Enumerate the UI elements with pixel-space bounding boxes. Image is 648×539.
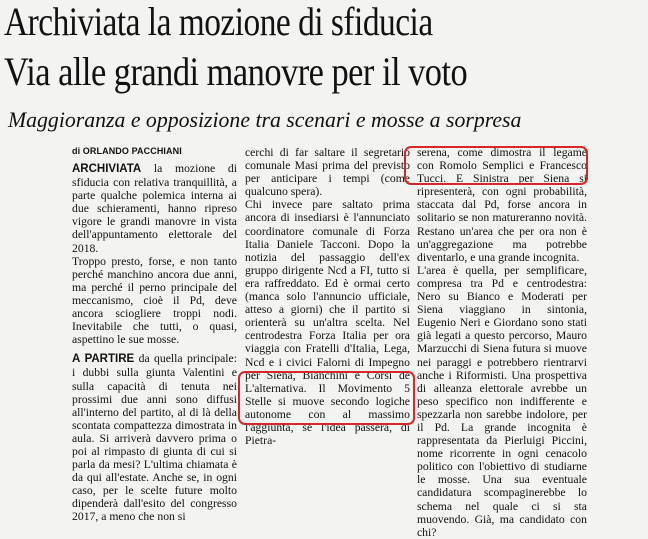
paragraph: cerchi di far saltare il segretario comunale Masi prima del previsto per anticipare i tempi (come qualcuno spera). [245, 146, 410, 199]
paragraph: L'area è quella, per semplificare, compresa tra Pd e centrodestra: Nero su Bianco e Moderati per Siena viaggiano in sintonia, Eugenio Neri e Giordano sono stati già legati a questo percorso, Mauro Marzucchi di Siena futura si muove nei paraggi e potrebbero rientrarvi anche i Riformisti. Una prospettiva di alleanza elettorale avrebbe un peso specifico non indifferente e spezzarla non sarebbe indolore, per il Pd. La grande incognita è rappresentata da Pierluigi Piccini, nome ricorrente in ogni cenacolo politico con l'obiettivo di studiarne le mosse. Una sua eventuale candidatura scompaginerebbe lo schema nel quale ci si sta muovendo. Già, ma candidato con chi? [417, 263, 587, 539]
paragraph [72, 162, 237, 255]
paragraph-text: da quella principale: i dubbi sulla giunta Valentini e sulla capacità di tenuta nei prossimi due anni sono diffusi all'interno del partito, al di là della scontata compattezza dimostrata in aula. Si arriverà davvero prima o poi al rimpasto di giunta di cui si parla da mesi? L'ultima chiamata è da qui all'estate. Anche se, in ogni caso, per le scelte future molto dipenderà dall'esito del congresso 2017, a meno che non si [72, 352, 237, 524]
article-column-2 [245, 146, 410, 447]
headline-line-2: Via alle grandi manovre per il voto [4, 49, 468, 94]
paragraph: Chi invece pare saltato prima ancora di insediarsi è l'annunciato coordinatore comunale di Forza Italia Daniele Tacconi. Dopo la notizia del passaggio dell'ex gruppo dirigente Ncd a FI, tutto si era raffreddato. Ed è ormai certo (manca solo l'annuncio ufficiale, atteso a giorni) che il partito si orienterà su un'altra scelta. Nel centrodestra Forza Italia per ora viaggia con Fratelli d'Italia, Lega, Ncd e i civici Falorni di Impegno per Siena, Bianchini e Corsi de L'alternativa. Il Movimento 5 Stelle si muove secondo logiche autonome con al massimo l'aggiunta, se l'idea passerà, di Pietra- [245, 198, 410, 448]
subheadline: Maggioranza e opposizione tra scenari e mosse a sorpresa [8, 107, 522, 132]
paragraph-text: la mozione di sfiducia con relativa tranquillità, a parte qualche polemica interna ai due schieramenti, hanno ripreso vigore le grandi manovre in vista dell'appuntamento elettorale del 2018. [72, 162, 237, 255]
lead-word: A PARTIRE [72, 353, 135, 366]
byline: di ORLANDO PACCHIANI [72, 146, 182, 156]
paragraph: Troppo presto, forse, e non tanto perché manchino ancora due anni, ma perché il perno principale del meccanismo, cioè il Pd, deve ancora sciogliere troppi nodi. Inevitabile che tutti, o quasi, aspettino le sue mosse. [72, 254, 237, 347]
paragraph [72, 352, 237, 523]
article-column-1 [72, 162, 237, 524]
headline-line-1: Archiviata la mozione di sfiducia [4, 0, 433, 44]
article-column-3 [417, 146, 587, 539]
lead-word: ARCHIVIATA [72, 163, 142, 175]
paragraph: serena, come dimostra il legame con Romolo Semplici e Francesco Tucci. E Sinistra per Siena si ripresenterà, con ogni probabilità, staccata dal Pd, forse ancora in solitario se non matureranno novità. Restano un'area che per ora non è un'aggregazione ma potrebbe diventarlo, e una grande incognita. [417, 146, 587, 264]
